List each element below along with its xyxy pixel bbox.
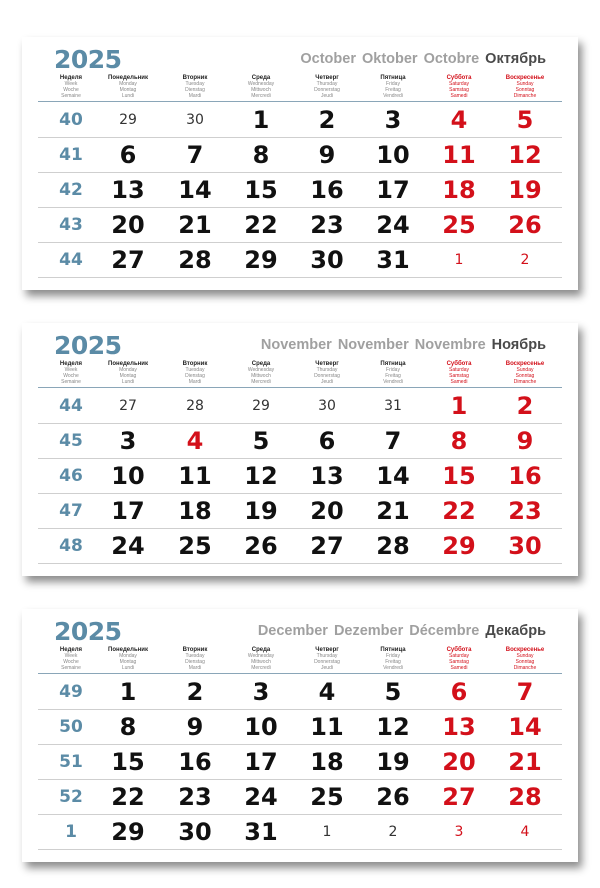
column-header: [292, 361, 362, 385]
day-cell: 28: [376, 532, 410, 560]
header-de: Samstag: [449, 87, 469, 93]
header-en: Saturday: [448, 81, 469, 87]
header-fr: Semaine: [61, 93, 81, 99]
year-label: 2025: [54, 617, 122, 646]
header-de: Mittwoch: [251, 659, 271, 665]
header-ru: Суббота: [446, 75, 472, 81]
day-cell: 25: [178, 532, 212, 560]
column-header: [160, 647, 230, 671]
header-ru: Суббота: [446, 361, 472, 367]
day-cell: 24: [376, 211, 410, 239]
header-en: Friday: [386, 653, 400, 659]
header-fr: Semaine: [61, 665, 81, 671]
header-en: Saturday: [448, 653, 469, 659]
column-header: [358, 647, 428, 671]
day-cell: 31: [376, 246, 410, 274]
header-en: Wednesday: [247, 653, 275, 659]
row-divider: [38, 493, 562, 494]
day-cell: 11: [178, 462, 212, 490]
header-fr: Mardi: [188, 665, 202, 671]
day-cell: 21: [178, 211, 212, 239]
month-panel: [22, 323, 578, 576]
row-divider: [38, 849, 562, 850]
day-cell: 8: [252, 141, 270, 169]
day-cell: 13: [310, 462, 344, 490]
row-divider: [38, 423, 562, 424]
header-fr: Jeudi: [321, 93, 333, 99]
day-cell: 8: [450, 427, 468, 455]
day-cell: 1: [322, 824, 332, 840]
row-divider: [38, 744, 562, 745]
week-number: 51: [59, 752, 83, 772]
day-cell: 13: [111, 176, 145, 204]
day-cell: 8: [119, 713, 137, 741]
header-ru: Понедельник: [108, 647, 148, 653]
header-fr: Semaine: [61, 379, 81, 385]
header-en: Sunday: [516, 367, 534, 373]
header-ru: Пятница: [380, 361, 406, 367]
month-name-en: December: [257, 623, 328, 639]
day-cell: 27: [119, 398, 137, 414]
day-cell: 16: [310, 176, 344, 204]
day-cell: 18: [442, 176, 476, 204]
day-cell: 1: [119, 678, 137, 706]
header-fr: Samedi: [450, 379, 468, 385]
day-cell: 22: [111, 783, 145, 811]
row-divider: [38, 207, 562, 208]
month-names: [294, 51, 546, 67]
day-cell: 28: [186, 398, 204, 414]
month-name-en: November: [260, 337, 332, 353]
day-cell: 14: [376, 462, 410, 490]
header-ru: Неделя: [59, 647, 83, 653]
day-cell: 16: [508, 462, 542, 490]
header-en: Saturday: [448, 367, 469, 373]
month-name-ru: Ноябрь: [491, 337, 546, 353]
header-fr: Samedi: [450, 93, 468, 99]
week-number: 45: [59, 431, 83, 451]
day-cell: 4: [520, 824, 530, 840]
day-cell: 29: [111, 818, 145, 846]
week-number: 41: [59, 145, 83, 165]
header-en: Sunday: [516, 81, 534, 87]
day-cell: 1: [450, 392, 468, 420]
week-number: 48: [59, 536, 83, 556]
day-cell: 5: [252, 427, 270, 455]
day-cell: 7: [384, 427, 402, 455]
month-names: [252, 623, 546, 639]
day-cell: 31: [244, 818, 278, 846]
header-de: Montag: [119, 87, 137, 93]
day-cell: 22: [244, 211, 278, 239]
header-fr: Mercredi: [251, 93, 271, 99]
header-fr: Vendredi: [383, 665, 403, 671]
header-ru: Четверг: [315, 361, 339, 367]
day-cell: 14: [508, 713, 542, 741]
header-de: Donnerstag: [314, 373, 340, 379]
column-header: [93, 361, 163, 385]
column-header: [424, 75, 494, 99]
day-cell: 5: [516, 106, 534, 134]
week-number: 46: [59, 466, 83, 486]
header-de: Woche: [63, 659, 79, 665]
day-cell: 27: [442, 783, 476, 811]
header-de: Sonntag: [515, 373, 535, 379]
day-cell: 17: [376, 176, 410, 204]
day-cell: 30: [318, 398, 336, 414]
day-cell: 11: [442, 141, 476, 169]
header-en: Tuesday: [185, 367, 205, 373]
header-ru: Понедельник: [108, 361, 148, 367]
day-cell: 15: [442, 462, 476, 490]
column-header: [226, 361, 296, 385]
row-divider: [38, 673, 562, 674]
column-header: [226, 75, 296, 99]
header-de: Montag: [119, 373, 137, 379]
day-cell: 3: [454, 824, 464, 840]
header-ru: Среда: [251, 647, 271, 653]
week-number: 44: [59, 250, 83, 270]
month-name-ru: Декабрь: [485, 623, 546, 639]
day-cell: 3: [119, 427, 137, 455]
month-panel: [22, 609, 578, 862]
day-cell: 6: [119, 141, 137, 169]
day-cell: 15: [244, 176, 278, 204]
day-cell: 7: [516, 678, 534, 706]
row-divider: [38, 172, 562, 173]
header-en: Tuesday: [185, 653, 205, 659]
day-cell: 28: [508, 783, 542, 811]
header-fr: Samedi: [450, 665, 468, 671]
day-cell: 30: [178, 818, 212, 846]
day-cell: 2: [388, 824, 398, 840]
column-header: [490, 361, 560, 385]
month-name-de: Dezember: [333, 623, 404, 639]
day-cell: 14: [178, 176, 212, 204]
day-cell: 4: [450, 106, 468, 134]
column-header: [358, 361, 428, 385]
row-divider: [38, 779, 562, 780]
day-cell: 25: [310, 783, 344, 811]
header-ru: Суббота: [446, 647, 472, 653]
header-ru: Вторник: [182, 647, 208, 653]
header-de: Samstag: [449, 659, 469, 665]
day-cell: 30: [310, 246, 344, 274]
day-cell: 1: [252, 106, 270, 134]
header-fr: Mercredi: [251, 665, 271, 671]
header-de: Dienstag: [185, 87, 205, 93]
day-cell: 29: [442, 532, 476, 560]
month-names: [255, 337, 546, 353]
column-header: [424, 361, 494, 385]
day-cell: 7: [186, 141, 204, 169]
header-fr: Mercredi: [251, 379, 271, 385]
row-divider: [38, 242, 562, 243]
header-fr: Mardi: [188, 93, 202, 99]
row-divider: [38, 277, 562, 278]
week-number: 40: [59, 110, 83, 130]
row-divider: [38, 458, 562, 459]
day-cell: 3: [252, 678, 270, 706]
day-cell: 4: [318, 678, 336, 706]
header-fr: Vendredi: [383, 379, 403, 385]
header-en: Thursday: [316, 367, 338, 373]
header-de: Dienstag: [185, 659, 205, 665]
row-divider: [38, 387, 562, 388]
header-en: Monday: [119, 81, 137, 87]
header-en: Tuesday: [185, 81, 205, 87]
header-fr: Vendredi: [383, 93, 403, 99]
header-en: Thursday: [316, 81, 338, 87]
day-cell: 29: [244, 246, 278, 274]
month-name-ru: Октябрь: [485, 51, 546, 67]
column-header: [424, 647, 494, 671]
day-cell: 17: [244, 748, 278, 776]
column-header: [160, 75, 230, 99]
day-cell: 29: [252, 398, 270, 414]
column-header: [226, 647, 296, 671]
header-de: Freitag: [385, 87, 401, 93]
day-cell: 9: [516, 427, 534, 455]
header-de: Dienstag: [185, 373, 205, 379]
day-cell: 15: [111, 748, 145, 776]
day-cell: 30: [508, 532, 542, 560]
column-header: [93, 647, 163, 671]
column-header: [93, 75, 163, 99]
header-ru: Неделя: [59, 361, 83, 367]
day-cell: 16: [178, 748, 212, 776]
header-de: Woche: [63, 373, 79, 379]
month-name-fr: Novembre: [414, 337, 486, 353]
header-ru: Среда: [251, 75, 271, 81]
header-fr: Lundi: [121, 379, 135, 385]
day-cell: 23: [178, 783, 212, 811]
week-number: 47: [59, 501, 83, 521]
header-en: Wednesday: [247, 367, 275, 373]
header-de: Sonntag: [515, 87, 535, 93]
day-cell: 2: [516, 392, 534, 420]
header-en: Monday: [119, 653, 137, 659]
header-de: Mittwoch: [251, 373, 271, 379]
row-divider: [38, 528, 562, 529]
week-number: 1: [65, 822, 77, 842]
column-header: [358, 75, 428, 99]
header-de: Sonntag: [515, 659, 535, 665]
day-cell: 19: [376, 748, 410, 776]
header-en: Week: [64, 81, 78, 87]
header-ru: Пятница: [380, 75, 406, 81]
day-cell: 24: [111, 532, 145, 560]
month-name-en: October: [300, 51, 356, 67]
month-panel: [22, 37, 578, 290]
header-fr: Lundi: [121, 665, 135, 671]
day-cell: 20: [310, 497, 344, 525]
day-cell: 21: [376, 497, 410, 525]
day-cell: 4: [186, 427, 204, 455]
row-divider: [38, 563, 562, 564]
day-cell: 24: [244, 783, 278, 811]
day-cell: 27: [310, 532, 344, 560]
row-divider: [38, 137, 562, 138]
day-cell: 5: [384, 678, 402, 706]
header-ru: Воскресенье: [505, 647, 545, 653]
day-cell: 6: [450, 678, 468, 706]
month-name-de: Oktober: [361, 51, 418, 67]
day-cell: 3: [384, 106, 402, 134]
day-cell: 11: [310, 713, 344, 741]
day-cell: 1: [454, 252, 464, 268]
header-fr: Dimanche: [513, 93, 537, 99]
day-cell: 28: [178, 246, 212, 274]
header-fr: Jeudi: [321, 379, 333, 385]
day-cell: 23: [310, 211, 344, 239]
header-fr: Jeudi: [321, 665, 333, 671]
day-cell: 20: [111, 211, 145, 239]
day-cell: 20: [442, 748, 476, 776]
header-fr: Mardi: [188, 379, 202, 385]
day-cell: 13: [442, 713, 476, 741]
header-en: Friday: [386, 81, 400, 87]
header-de: Freitag: [385, 373, 401, 379]
month-name-fr: Décembre: [409, 623, 480, 639]
day-cell: 29: [119, 112, 137, 128]
header-ru: Четверг: [315, 647, 339, 653]
header-ru: Пятница: [380, 647, 406, 653]
day-cell: 10: [244, 713, 278, 741]
header-ru: Воскресенье: [505, 75, 545, 81]
header-en: Week: [64, 653, 78, 659]
row-divider: [38, 814, 562, 815]
header-de: Donnerstag: [314, 87, 340, 93]
row-divider: [38, 709, 562, 710]
day-cell: 26: [508, 211, 542, 239]
month-name-fr: Octobre: [423, 51, 480, 67]
day-cell: 6: [318, 427, 336, 455]
day-cell: 21: [508, 748, 542, 776]
column-header: [490, 647, 560, 671]
header-de: Samstag: [449, 373, 469, 379]
week-number: 52: [59, 787, 83, 807]
header-de: Woche: [63, 87, 79, 93]
day-cell: 12: [376, 713, 410, 741]
year-label: 2025: [54, 45, 122, 74]
day-cell: 23: [508, 497, 542, 525]
day-cell: 30: [186, 112, 204, 128]
day-cell: 17: [111, 497, 145, 525]
column-header: [160, 361, 230, 385]
header-de: Montag: [119, 659, 137, 665]
day-cell: 19: [244, 497, 278, 525]
column-header: [490, 75, 560, 99]
day-cell: 2: [186, 678, 204, 706]
week-number: 50: [59, 717, 83, 737]
week-number: 49: [59, 682, 83, 702]
column-header: [292, 75, 362, 99]
column-header: [292, 647, 362, 671]
header-en: Thursday: [316, 653, 338, 659]
header-fr: Dimanche: [513, 665, 537, 671]
header-de: Freitag: [385, 659, 401, 665]
header-ru: Вторник: [182, 75, 208, 81]
week-number: 42: [59, 180, 83, 200]
day-cell: 27: [111, 246, 145, 274]
day-cell: 12: [508, 141, 542, 169]
header-en: Sunday: [516, 653, 534, 659]
header-ru: Среда: [251, 361, 271, 367]
day-cell: 2: [520, 252, 530, 268]
week-number: 44: [59, 396, 83, 416]
header-en: Week: [64, 367, 78, 373]
header-en: Wednesday: [247, 81, 275, 87]
header-ru: Четверг: [315, 75, 339, 81]
day-cell: 12: [244, 462, 278, 490]
day-cell: 10: [376, 141, 410, 169]
day-cell: 31: [384, 398, 402, 414]
header-en: Friday: [386, 367, 400, 373]
day-cell: 19: [508, 176, 542, 204]
header-ru: Понедельник: [108, 75, 148, 81]
month-name-de: November: [337, 337, 409, 353]
row-divider: [38, 101, 562, 102]
header-fr: Lundi: [121, 93, 135, 99]
day-cell: 18: [178, 497, 212, 525]
day-cell: 26: [376, 783, 410, 811]
day-cell: 25: [442, 211, 476, 239]
header-de: Mittwoch: [251, 87, 271, 93]
day-cell: 26: [244, 532, 278, 560]
header-en: Monday: [119, 367, 137, 373]
day-cell: 9: [318, 141, 336, 169]
year-label: 2025: [54, 331, 122, 360]
day-cell: 18: [310, 748, 344, 776]
header-fr: Dimanche: [513, 379, 537, 385]
week-number: 43: [59, 215, 83, 235]
header-ru: Вторник: [182, 361, 208, 367]
header-ru: Неделя: [59, 75, 83, 81]
day-cell: 10: [111, 462, 145, 490]
header-ru: Воскресенье: [505, 361, 545, 367]
day-cell: 22: [442, 497, 476, 525]
day-cell: 2: [318, 106, 336, 134]
header-de: Donnerstag: [314, 659, 340, 665]
day-cell: 9: [186, 713, 204, 741]
